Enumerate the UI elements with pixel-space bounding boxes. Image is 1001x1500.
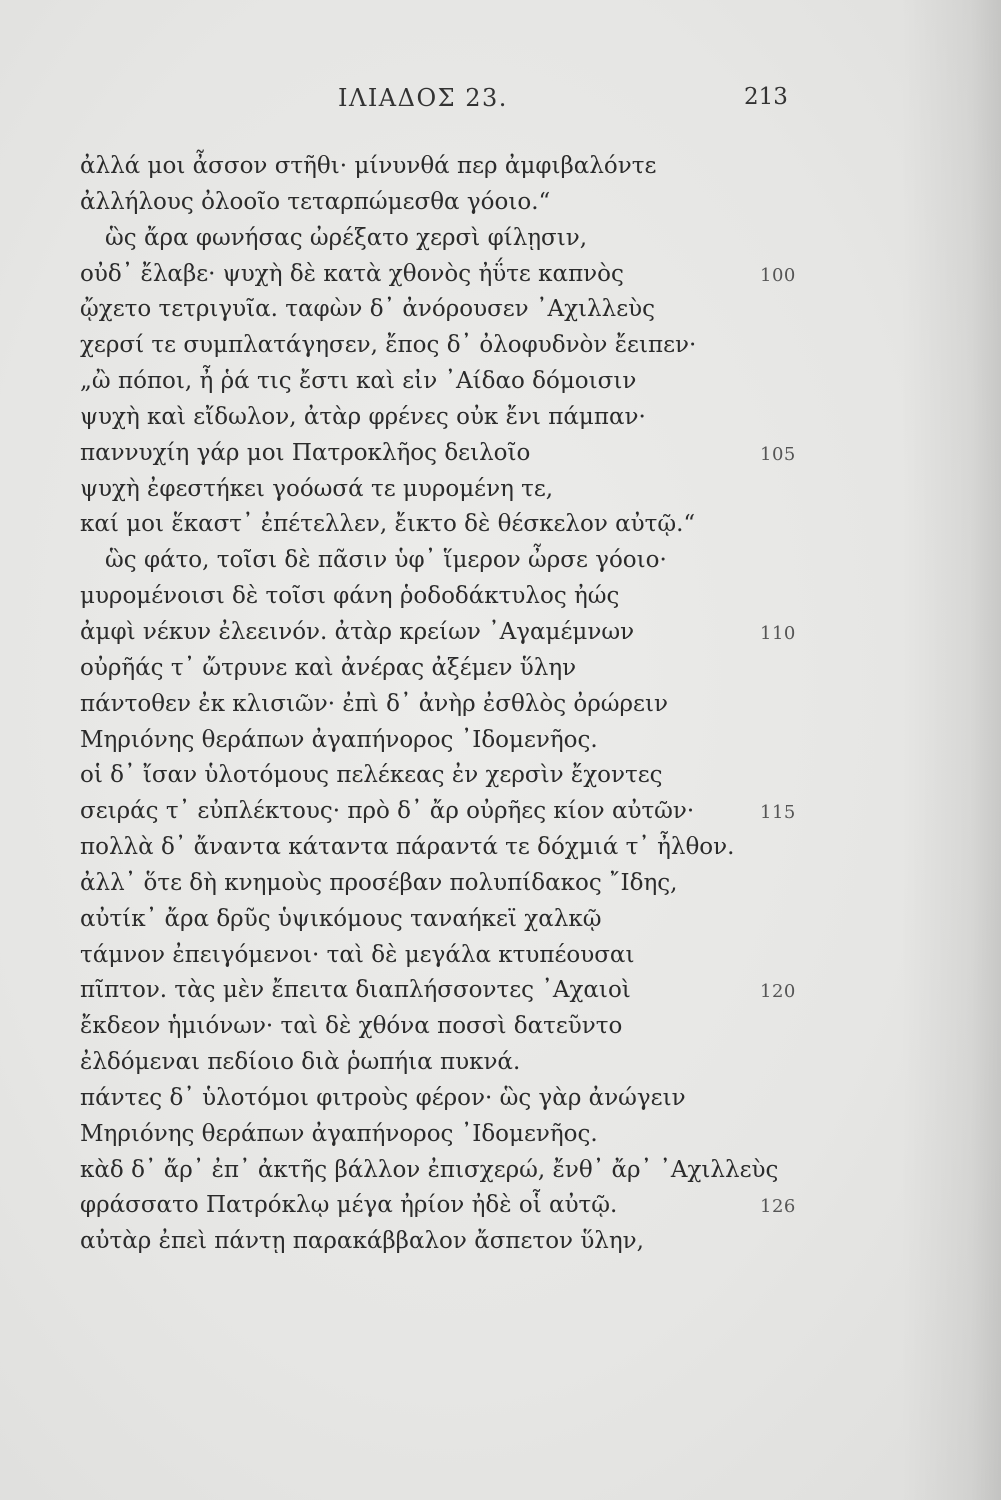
- running-title: ΙΛΙΑΔΟΣ 23.: [338, 84, 508, 112]
- verse-line: σειράς τ᾽ εὐπλέκτους· πρὸ δ᾽ ἄρ οὐρῆες κίον αὐτῶν·: [80, 798, 695, 825]
- verse-row: [80, 651, 840, 687]
- verse-line: ψυχὴ καὶ εἴδωλον, ἀτὰρ φρένες οὐκ ἔνι πάμπαν·: [80, 403, 646, 430]
- verse-line: πάντοθεν ἐκ κλισιῶν· ἐπὶ δ᾽ ἀνὴρ ἐσθλὸς ὀρώρειν: [80, 690, 668, 717]
- verse-line: ἐλδόμεναι πεδίοιο διὰ ῥωπήια πυκνά.: [80, 1049, 521, 1076]
- verse-line: αὐτὰρ ἐπεὶ πάντῃ παρακάββαλον ἄσπετον ὕλην,: [80, 1228, 644, 1255]
- verse-line: ἔκδεον ἡμιόνων· ταὶ δὲ χθόνα ποσσὶ δατεῦντο: [80, 1013, 623, 1040]
- verse-row: [80, 723, 840, 759]
- verse-line: ἀμφὶ νέκυν ἐλεεινόν. ἀτὰρ κρείων ᾽Αγαμέμνων: [80, 618, 635, 645]
- verse-row: [80, 758, 840, 794]
- verse-line: χερσί τε συμπλατάγησεν, ἔπος δ᾽ ὀλοφυδνὸν ἔειπεν·: [80, 332, 697, 359]
- verse-row: [80, 400, 840, 436]
- verse-line: κὰδ δ᾽ ἄρ᾽ ἐπ᾽ ἀκτῆς βάλλον ἐπισχερώ, ἔνθ᾽ ἄρ᾽ ᾽Αχιλλεὺς: [80, 1156, 779, 1183]
- line-number: 110: [760, 622, 796, 644]
- verse-row: [80, 328, 840, 364]
- verse-row: [80, 1117, 840, 1153]
- verse-line: τάμνον ἐπειγόμενοι· ταὶ δὲ μεγάλα κτυπέουσαι: [80, 941, 635, 968]
- line-number: 100: [760, 264, 796, 286]
- verse-line: ἀλλ᾽ ὅτε δὴ κνημοὺς προσέβαν πολυπίδακος ῎Ιδης,: [80, 869, 678, 896]
- line-number: 120: [760, 981, 796, 1003]
- verse-line: οὐδ᾽ ἔλαβε· ψυχὴ δὲ κατὰ χθονὸς ἠΰτε καπνὸς: [80, 260, 624, 287]
- verse-line: οἱ δ᾽ ἴσαν ὑλοτόμους πελέκεας ἐν χερσὶν ἔχοντες: [80, 762, 663, 789]
- verse-row: [80, 1009, 840, 1045]
- verse-row: [80, 615, 840, 651]
- verse-row: [80, 149, 840, 185]
- verse-row: [80, 973, 840, 1009]
- verse-row: [80, 794, 840, 830]
- verse-line: μυρομένοισι δὲ τοῖσι φάνη ῥοδοδάκτυλος ἠώς: [80, 583, 620, 610]
- verse-row: [80, 507, 840, 543]
- verse-line: πῖπτον. τὰς μὲν ἔπειτα διαπλήσσοντες ᾽Αχαιοὶ: [80, 977, 631, 1004]
- verse-line: πάντες δ᾽ ὑλοτόμοι φιτροὺς φέρον· ὣς γὰρ ἀνώγειν: [80, 1084, 686, 1111]
- verse-row: [80, 1081, 840, 1117]
- verse-line: Μηριόνης θεράπων ἀγαπήνορος ᾽Ιδομενῆος.: [80, 726, 598, 753]
- verse-row: [80, 830, 840, 866]
- verse-line: ἀλλά μοι ἆσσον στῆθι· μίνυνθά περ ἀμφιβαλόντε: [80, 153, 657, 179]
- verse-line: πολλὰ δ᾽ ἄναντα κάταντα πάραντά τε δόχμιά τ᾽ ἦλθον.: [80, 834, 735, 861]
- verse-row: [80, 687, 840, 723]
- verse-row: [80, 938, 840, 974]
- verse-line: φράσσατο Πατρόκλῳ μέγα ἠρίον ἠδὲ οἷ αὐτῷ.: [80, 1192, 618, 1219]
- verse-row: [80, 866, 840, 902]
- verse-line: παννυχίη γάρ μοι Πατροκλῆος δειλοῖο: [80, 439, 531, 466]
- verse-line: οὐρῆάς τ᾽ ὤτρυνε καὶ ἀνέρας ἀξέμεν ὕλην: [80, 654, 577, 681]
- verse-row: [80, 1224, 840, 1260]
- verse-row: [80, 543, 840, 579]
- verse-row: [80, 221, 840, 257]
- verse-line: „ὢ πόποι, ἦ ῥά τις ἔστι καὶ εἰν ᾽Αίδαο δόμοισιν: [80, 368, 637, 395]
- verse-line: ψυχὴ ἐφεστήκει γοόωσά τε μυρομένη τε,: [80, 475, 554, 502]
- line-number: 115: [760, 802, 796, 824]
- line-number: 105: [760, 443, 796, 465]
- verse-row: [80, 257, 840, 293]
- verse-row: [80, 472, 840, 508]
- line-number: 126: [760, 1196, 796, 1218]
- verse-row: [80, 902, 840, 938]
- verse-line: ὣς ἄρα φωνήσας ὠρέξατο χερσὶ φίλῃσιν,: [105, 224, 588, 251]
- verse-row: [80, 364, 840, 400]
- verse-row: [80, 1153, 840, 1189]
- verse-row: [80, 292, 840, 328]
- verse-text-block: [80, 149, 840, 1260]
- verse-row: [80, 185, 840, 221]
- verse-line: αὐτίκ᾽ ἄρα δρῦς ὑψικόμους ταναήκεϊ χαλκῷ: [80, 905, 602, 932]
- verse-line: ᾤχετο τετριγυῖα. ταφὼν δ᾽ ἀνόρουσεν ᾽Αχιλλεὺς: [80, 296, 655, 323]
- verse-row: [80, 1045, 840, 1081]
- verse-line: καί μοι ἕκαστ᾽ ἐπέτελλεν, ἔικτο δὲ θέσκελον αὐτῷ.“: [80, 511, 696, 538]
- page-number: 213: [744, 84, 788, 110]
- verse-row: [80, 579, 840, 615]
- verse-line: Μηριόνης θεράπων ἀγαπήνορος ᾽Ιδομενῆος.: [80, 1120, 598, 1147]
- verse-row: [80, 436, 840, 472]
- verse-line: ἀλλήλους ὀλοοῖο τεταρπώμεσθα γόοιο.“: [80, 188, 551, 215]
- verse-line: ὣς φάτο, τοῖσι δὲ πᾶσιν ὑφ᾽ ἵμερον ὦρσε γόοιο·: [105, 547, 667, 574]
- verse-row: [80, 1188, 840, 1224]
